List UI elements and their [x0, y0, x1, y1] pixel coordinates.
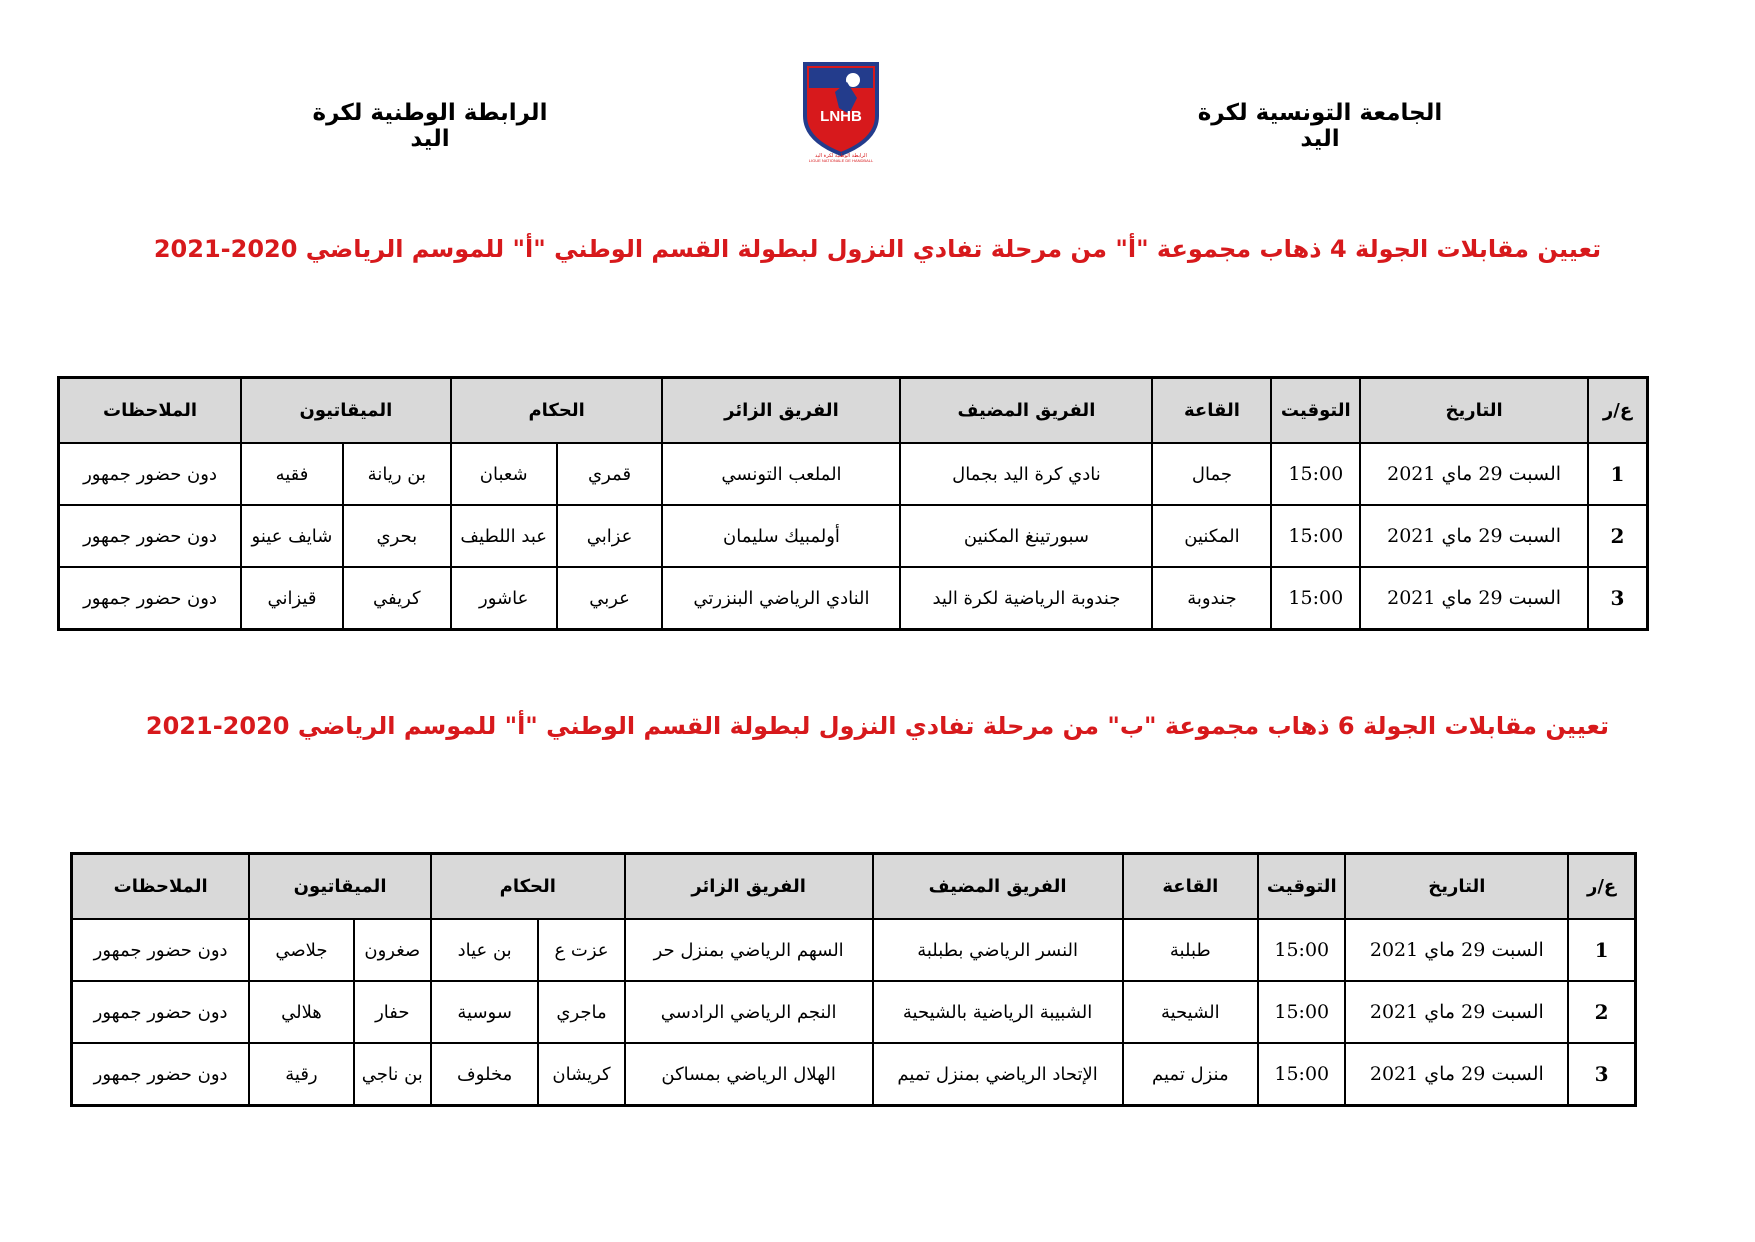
away-team: أولمبيك سليمان: [662, 505, 900, 567]
col-time: التوقيت: [1258, 854, 1345, 920]
table-row: [72, 919, 1636, 981]
col-referees: الحكام: [451, 378, 663, 444]
col-away: الفريق الزائر: [625, 854, 873, 920]
match-note: دون حضور جمهور: [72, 981, 250, 1043]
away-team: السهم الرياضي بمنزل حر: [625, 919, 873, 981]
logo-arabic: الرابطة الوطنية لكرة اليد: [815, 153, 867, 159]
schedule-table-group-b: [70, 852, 1637, 1107]
col-time: التوقيت: [1271, 378, 1360, 444]
timekeeper-1: بن ناجي: [354, 1043, 431, 1106]
match-number: 3: [1568, 1043, 1635, 1106]
col-notes: الملاحظات: [59, 378, 242, 444]
table1-title: تعيين مقابلات الجولة 4 ذهاب مجموعة "أ" من مرحلة تفادي النزول لبطولة القسم الوطني "أ" للموسم الرياضي 2020-2021: [153, 235, 1602, 263]
match-note: دون حضور جمهور: [59, 443, 242, 505]
col-hall: القاعة: [1152, 378, 1271, 444]
match-number: 2: [1588, 505, 1647, 567]
timekeeper-2: شايف عينو: [241, 505, 343, 567]
timekeeper-1: صغرون: [354, 919, 431, 981]
logo-subtitle: LIGUE NATIONALE DE HANDBALL: [808, 158, 874, 163]
col-date: التاريخ: [1345, 854, 1568, 920]
match-time: 15:00: [1271, 505, 1360, 567]
timekeeper-1: بن ريانة: [343, 443, 451, 505]
match-date: السبت 29 ماي 2021: [1360, 443, 1588, 505]
match-time: 15:00: [1258, 981, 1345, 1043]
table-row: [72, 1043, 1636, 1106]
match-date: السبت 29 ماي 2021: [1345, 981, 1568, 1043]
col-timekeepers: الميقاتيون: [241, 378, 451, 444]
table-row: [59, 567, 1648, 630]
col-notes: الملاحظات: [72, 854, 250, 920]
league-name: الرابطة الوطنية لكرة اليد: [312, 100, 548, 152]
col-timekeepers: الميقاتيون: [249, 854, 431, 920]
match-hall: الشيحية: [1123, 981, 1259, 1043]
col-away: الفريق الزائر: [662, 378, 900, 444]
away-team: النجم الرياضي الرادسي: [625, 981, 873, 1043]
timekeeper-2: رقية: [249, 1043, 353, 1106]
table-row: [59, 505, 1648, 567]
col-num: ع/ر: [1568, 854, 1635, 920]
home-team: نادي كرة اليد بجمال: [900, 443, 1152, 505]
match-note: دون حضور جمهور: [59, 505, 242, 567]
timekeeper-1: كريفي: [343, 567, 451, 630]
col-referees: الحكام: [431, 854, 625, 920]
match-time: 15:00: [1258, 919, 1345, 981]
match-time: 15:00: [1271, 443, 1360, 505]
timekeeper-2: جلاصي: [249, 919, 353, 981]
referee-2: عبد اللطيف: [451, 505, 557, 567]
match-number: 2: [1568, 981, 1635, 1043]
table2-title: تعيين مقابلات الجولة 6 ذهاب مجموعة "ب" من مرحلة تفادي النزول لبطولة القسم الوطني "أ" للموسم الرياضي 2020-2021: [145, 712, 1610, 740]
match-date: السبت 29 ماي 2021: [1345, 1043, 1568, 1106]
home-team: جندوبة الرياضية لكرة اليد: [900, 567, 1152, 630]
col-date: التاريخ: [1360, 378, 1588, 444]
table-row: [72, 981, 1636, 1043]
away-team: الملعب التونسي: [662, 443, 900, 505]
referee-1: كريشان: [538, 1043, 624, 1106]
federation-name: الجامعة التونسية لكرة اليد: [1197, 100, 1443, 152]
match-note: دون حضور جمهور: [59, 567, 242, 630]
referee-1: ماجري: [538, 981, 624, 1043]
table-header-row: [59, 378, 1648, 444]
match-date: السبت 29 ماي 2021: [1345, 919, 1568, 981]
col-home: الفريق المضيف: [873, 854, 1123, 920]
away-team: النادي الرياضي البنزرتي: [662, 567, 900, 630]
referee-2: سوسية: [431, 981, 538, 1043]
away-team: الهلال الرياضي بمساكن: [625, 1043, 873, 1106]
lnhb-logo: [795, 58, 887, 163]
timekeeper-2: فقيه: [241, 443, 343, 505]
match-note: دون حضور جمهور: [72, 1043, 250, 1106]
home-team: الإتحاد الرياضي بمنزل تميم: [873, 1043, 1123, 1106]
match-hall: جندوبة: [1152, 567, 1271, 630]
referee-2: عاشور: [451, 567, 557, 630]
logo-text: LNHB: [820, 108, 862, 125]
timekeeper-1: حفار: [354, 981, 431, 1043]
referee-1: عزابي: [557, 505, 663, 567]
home-team: النسر الرياضي بطبلبة: [873, 919, 1123, 981]
referee-2: شعبان: [451, 443, 557, 505]
home-team: سبورتينغ المكنين: [900, 505, 1152, 567]
referee-1: قمري: [557, 443, 663, 505]
schedule-table-group-a: [57, 376, 1649, 631]
table-row: [59, 443, 1648, 505]
match-note: دون حضور جمهور: [72, 919, 250, 981]
match-time: 15:00: [1271, 567, 1360, 630]
timekeeper-1: بحري: [343, 505, 451, 567]
match-time: 15:00: [1258, 1043, 1345, 1106]
match-date: السبت 29 ماي 2021: [1360, 567, 1588, 630]
home-team: الشبيبة الرياضية بالشيحية: [873, 981, 1123, 1043]
match-hall: طبلبة: [1123, 919, 1259, 981]
referee-2: مخلوف: [431, 1043, 538, 1106]
timekeeper-2: قيزاني: [241, 567, 343, 630]
match-date: السبت 29 ماي 2021: [1360, 505, 1588, 567]
col-num: ع/ر: [1588, 378, 1647, 444]
timekeeper-2: هلالي: [249, 981, 353, 1043]
match-hall: جمال: [1152, 443, 1271, 505]
referee-1: عزت ع: [538, 919, 624, 981]
match-number: 1: [1588, 443, 1647, 505]
referee-2: بن عياد: [431, 919, 538, 981]
match-number: 3: [1588, 567, 1647, 630]
referee-1: عربي: [557, 567, 663, 630]
col-home: الفريق المضيف: [900, 378, 1152, 444]
table-header-row: [72, 854, 1636, 920]
match-number: 1: [1568, 919, 1635, 981]
match-hall: المكنين: [1152, 505, 1271, 567]
col-hall: القاعة: [1123, 854, 1259, 920]
match-hall: منزل تميم: [1123, 1043, 1259, 1106]
